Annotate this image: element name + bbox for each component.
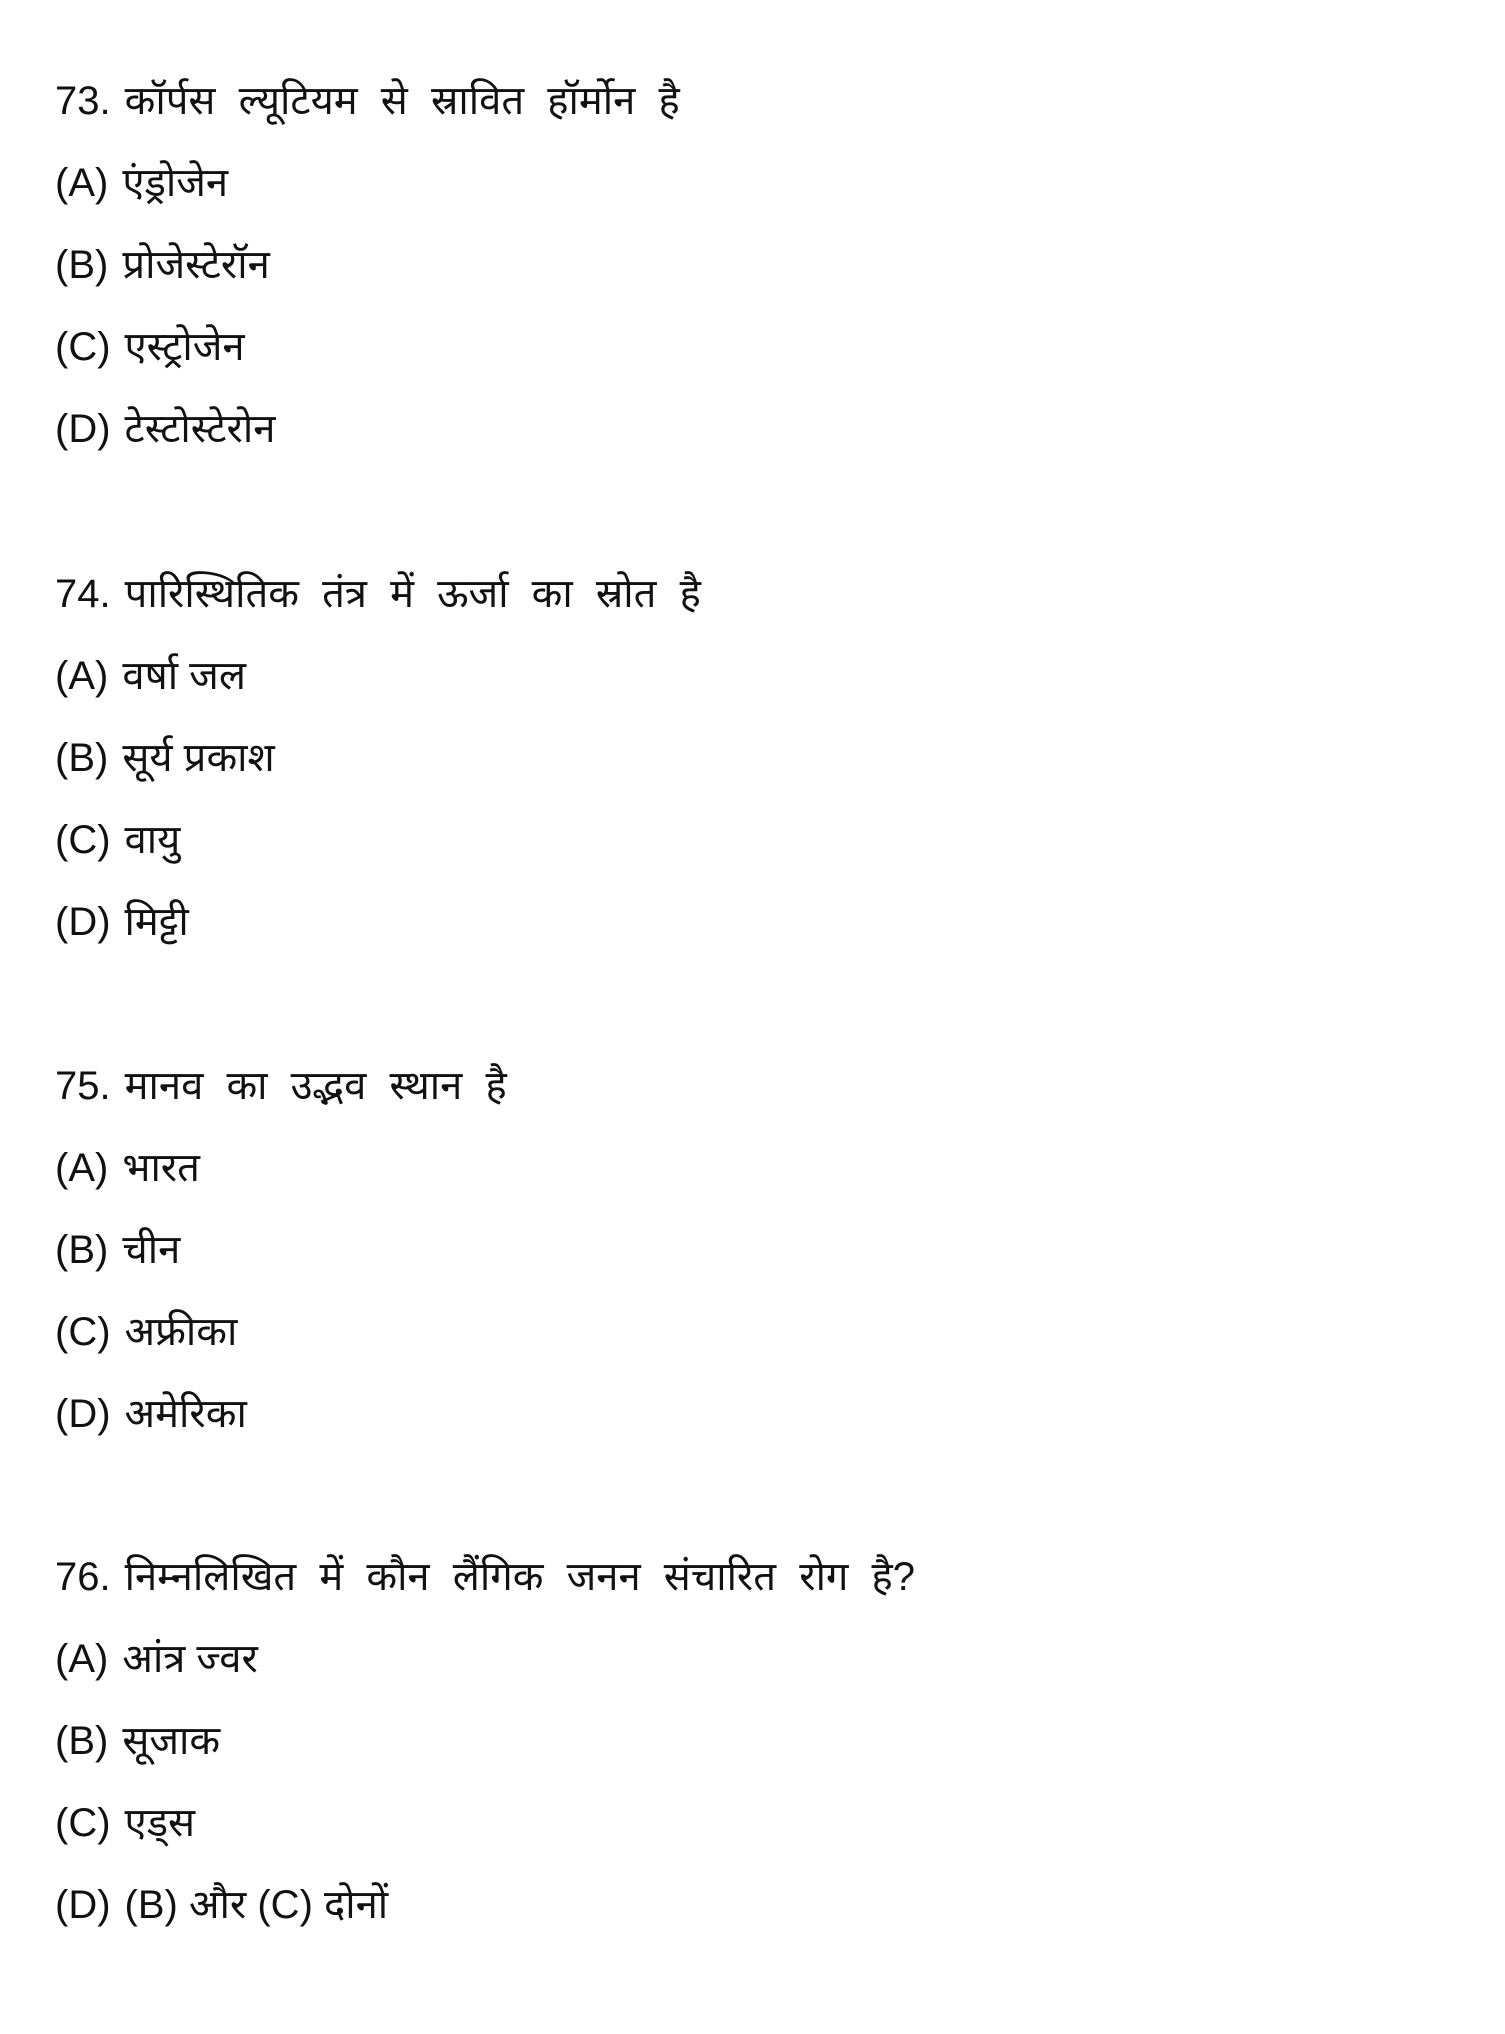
option: [55, 388, 1455, 470]
question-stem: [55, 1536, 1455, 1618]
option: [55, 1127, 1455, 1209]
question-text: कॉर्पस ल्यूटियम से स्रावित हॉर्मोन है: [124, 79, 680, 123]
option-text: मिट्टी: [124, 900, 189, 944]
option-text: एड्स: [124, 1801, 196, 1845]
option-text: टेस्टोस्टेरोन: [124, 407, 276, 451]
option: [55, 1373, 1455, 1455]
question-number: 74.: [55, 572, 111, 616]
option-label: (A): [55, 1146, 109, 1190]
question-block: [55, 60, 1455, 470]
option-text: वायु: [124, 818, 181, 862]
option: [55, 635, 1455, 717]
option-label: (D): [55, 407, 111, 451]
option-label: (A): [55, 1637, 109, 1681]
option-label: (B): [55, 1719, 109, 1763]
option: [55, 224, 1455, 306]
question-text: पारिस्थितिक तंत्र में ऊर्जा का स्रोत है: [124, 572, 701, 616]
option-label: (D): [55, 1883, 111, 1927]
option: [55, 717, 1455, 799]
question-stem: [55, 553, 1455, 635]
question-stem: [55, 1045, 1455, 1127]
option-label: (B): [55, 1228, 109, 1272]
option: [55, 306, 1455, 388]
option-label: (B): [55, 736, 109, 780]
question-stem: [55, 60, 1455, 142]
question-text: निम्नलिखित में कौन लैंगिक जनन संचारित रोग है?: [124, 1555, 916, 1599]
question-block: [55, 1536, 1455, 1946]
option-text: एस्ट्रोजेन: [124, 325, 245, 369]
option: [55, 881, 1455, 963]
question-number: 73.: [55, 79, 111, 123]
option-text: सूर्य प्रकाश: [122, 736, 275, 780]
option-text: चीन: [122, 1228, 181, 1272]
option: [55, 799, 1455, 881]
option-text: अमेरिका: [124, 1392, 247, 1436]
question-block: [55, 553, 1455, 963]
option-text: भारत: [122, 1146, 200, 1190]
option-label: (C): [55, 1801, 111, 1845]
option: [55, 1864, 1455, 1946]
option: [55, 1700, 1455, 1782]
question-number: 75.: [55, 1064, 111, 1108]
option-label: (C): [55, 1310, 111, 1354]
question-block: [55, 1045, 1455, 1455]
option-label: (C): [55, 818, 111, 862]
option-label: (B): [55, 243, 109, 287]
option-label: (D): [55, 1392, 111, 1436]
option-text: आंत्र ज्वर: [122, 1637, 258, 1681]
option-text: एंड्रोजेन: [122, 161, 229, 205]
option: [55, 1291, 1455, 1373]
option: [55, 1209, 1455, 1291]
option-text: (B) और (C) दोनों: [124, 1883, 389, 1927]
option-text: प्रोजेस्टेरॉन: [122, 243, 270, 287]
option-text: सूजाक: [122, 1719, 221, 1763]
option-label: (C): [55, 325, 111, 369]
option: [55, 142, 1455, 224]
question-text: मानव का उद्भव स्थान है: [124, 1064, 507, 1108]
option-text: वर्षा जल: [122, 654, 246, 698]
question-number: 76.: [55, 1555, 111, 1599]
option: [55, 1618, 1455, 1700]
option-label: (D): [55, 900, 111, 944]
option-text: अफ्रीका: [124, 1310, 238, 1354]
option-label: (A): [55, 161, 109, 205]
option: [55, 1782, 1455, 1864]
option-label: (A): [55, 654, 109, 698]
